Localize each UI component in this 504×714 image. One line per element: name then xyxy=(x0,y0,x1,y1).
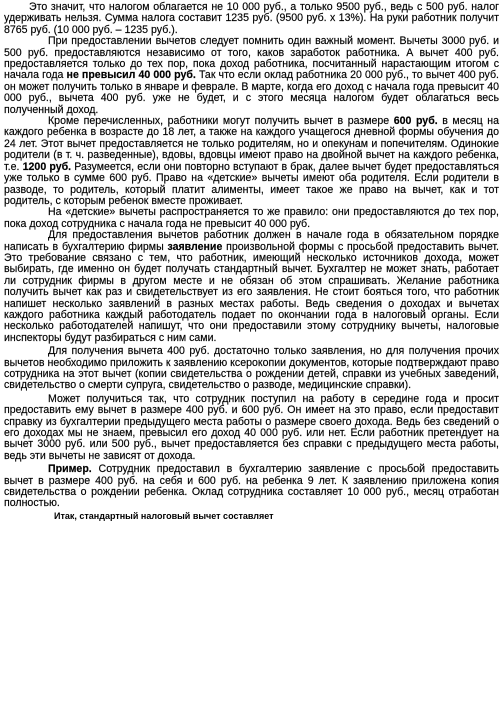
p2-bold-limit: не превысил 40 000 руб. xyxy=(66,69,196,82)
p8-bold-example: Пример. xyxy=(48,463,92,476)
p2-text-b: Так что если оклад работника 20 000 руб., то вычет 400 руб. он может получить только в январе и феврале. В марте, когда его доход с начала года превысит 40 000 руб., вычета 400 руб. уже не будет, и с этого месяца налогом будет облагаться весь полученный доход. xyxy=(4,69,499,116)
paragraph-5 xyxy=(4,230,499,344)
paragraph-3 xyxy=(4,116,499,207)
p3-bold-600: 600 руб. xyxy=(393,115,438,128)
p6-text: Для получения вычета 400 руб. достаточно только заявления, но для получения прочих вычетов необходимо приложить к заявлению ксерокопии документов, которые подтверждают право сотрудника на этот вычет (копии свидетельства о рождении детей, справки из учебных заведений, свидетельство о смерти супруга, свидетельство о разводе, медицинские справки). xyxy=(4,345,499,392)
p5-text-b: произвольной формы с просьбой предоставить вычет. Это требование связано с тем, что работник, имеющий несколько источников дохода, может выбирать, где именно он будет получать стандартный вычет. Бухгалтер не может знать, работает ли сотрудник фирмы в другом месте и не обязан об этом спрашивать. Желание работника получить вычет как раз и свидетельствует из его заявления. Не стоит бояться того, что работник напишет несколько заявлений в разных местах работы. Ведь сведения о доходах и вычетах каждого работника каждый работодатель подает по окончании года в налоговый органы. Если несколько работодателей напишут, что они предоставили этому сотруднику вычеты, налоговые инспекторы будут разбираться с ним сами. xyxy=(4,240,499,344)
p2-text-a: При предоставлении вычетов следует помнить один важный момент. Вычеты 3000 руб. и 500 руб. предоставляются независимо от того, каков заработок работника. А вычет 400 руб. предоставляется только до тех пор, пока доход работника, посчитанный нарастающим итогом с начала года xyxy=(4,35,499,82)
paragraph-7 xyxy=(4,394,499,462)
paragraph-4 xyxy=(4,207,499,230)
p7-text: Может получиться так, что сотрудник поступил на работу в середине года и просит предоставить ему вычет в размере 400 руб. и 600 руб. Он имеет на это право, если предоставит справку из бухгалтерии предыдущего места работы о размере своего дохода. Ведь без сведений о его доходах мы не знаем, превысил его доход 40 000 руб. или нет. Если работник претендует на вычет 3000 руб. или 500 руб., вычет предоставляется без справки с предыдущего места работы, ведь эти вычеты не зависят от дохода. xyxy=(4,392,499,462)
p3-text-a: Кроме перечисленных, работники могут получить вычет в размере xyxy=(48,115,394,128)
paragraph-2 xyxy=(4,36,499,116)
p3-text-b: в месяц на каждого ребенка в возрасте до 18 лет, а также на каждого учащегося дневной формы обучения до 24 лет. Этот вычет предоставляется не только родителям, но и опекунам и попечителям. Одинокие родители (в т. ч. разведенные), вдовы, вдовцы имеют право на двойной вычет на каждого ребенка, т.е. xyxy=(4,115,499,173)
paragraph-6 xyxy=(4,346,499,392)
paragraph-1 xyxy=(4,2,499,36)
p4-text: На «детские» вычеты распространяется то же правило: они предоставляются до тех пор, пока доход сотрудника с начала года не превысит 40 000 руб. xyxy=(4,206,499,230)
p8-text: Сотрудник предоставил в бухгалтерию заявление с просьбой предоставить вычет в размере 400 руб. на себя и 600 руб. на ребенка 9 лет. К заявлению приложена копия свидетельства о рождении ребенка. Оклад сотрудника составляет 10 000 руб., месяц отработан полностью. xyxy=(4,463,499,510)
p5-bold-statement: заявление xyxy=(167,240,223,253)
p1-text: Это значит, что налогом облагается не 10 000 руб., а только 9500 руб., ведь с 500 руб. налог удерживать нельзя. Сумма налога составит 1235 руб. (9500 руб. х 13%). На руки работник получит 8765 руб. (10 000 руб. – 1235 руб.). xyxy=(4,1,499,36)
table-caption: Итак, стандартный налоговый вычет составляет xyxy=(54,510,274,521)
p3-text-c: Разумеется, если они повторно вступают в брак, далее вычет будет предоставляться уже только в сумме 600 руб. Право на «детские» вычеты имеют оба родителя. Если родители в разводе, то родитель, который платит алименты, имеет такое же право на вычет, как и тот родитель, с которым ребенок вместе проживает. xyxy=(4,160,499,207)
p5-text-a: Для предоставления вычетов работник должен в начале года в обязательном порядке написать в бухгалтерию фирмы xyxy=(4,229,499,253)
p3-bold-1200: 1200 руб. xyxy=(22,160,72,173)
paragraph-8-example xyxy=(4,464,499,510)
